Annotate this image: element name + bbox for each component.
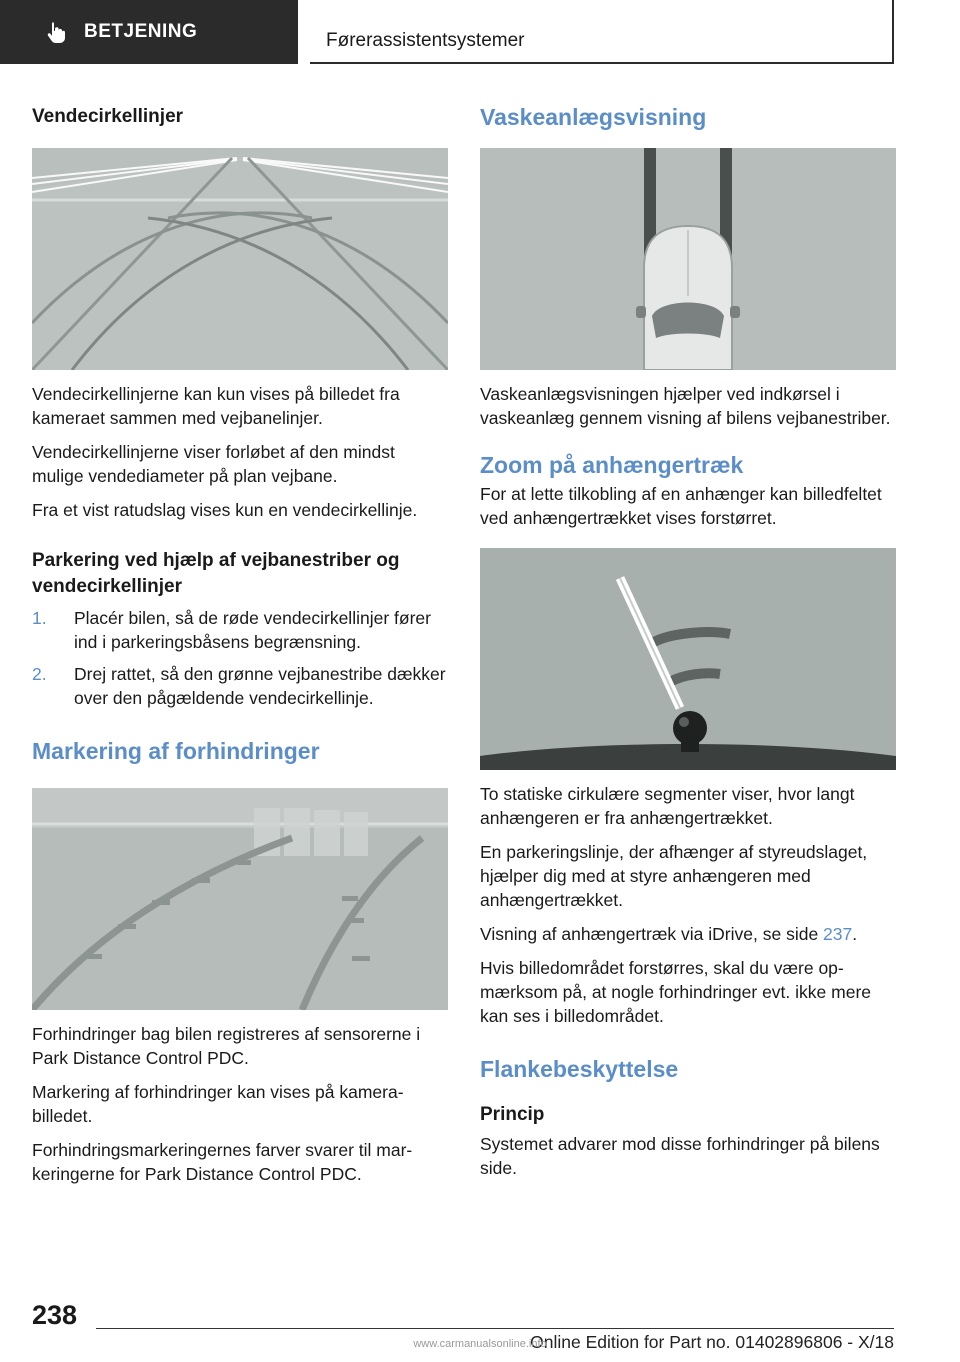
obstacle-paragraph-1: Forhindringer bag bilen registreres af sensorerne i Park Distance Control PDC. xyxy=(32,1024,421,1068)
turning-paragraph-1: Vendecirkellinjerne kan kun vises på billedet fra kameraet sammen med vejbanelinjer. xyxy=(32,384,400,428)
carwash-paragraph: Vaskeanlægsvisningen hjælper ved indkørsel i vaskeanlæg gennem visning af bilens vejbanestriber. xyxy=(480,384,891,428)
principle-paragraph: Systemet advarer mod disse forhindringer på bilens side. xyxy=(480,1134,880,1178)
obstacle-paragraph-3: Forhindringsmarkeringernes farver svarer til markeringerne for Park Distance Control PDC. xyxy=(32,1140,413,1184)
section-tab xyxy=(0,0,298,64)
step-number: 2. xyxy=(32,664,47,684)
zoom-paragraph-5: Hvis billedområdet forstørres, skal du være opmærksom på, at nogle forhindringer evt. ikke mere kan ses i billedområdet. xyxy=(480,958,871,1026)
heading-flank-protection: Flankebeskyttelse xyxy=(480,1056,679,1082)
right-column xyxy=(480,100,896,1180)
zoom-paragraph-4 xyxy=(480,922,896,946)
heading-parking: Parkering ved hjælp af vejbanestriber og vendecirkellinjer xyxy=(32,550,400,597)
section-title: BETJENING xyxy=(84,21,198,42)
heading-principle: Princip xyxy=(480,1104,545,1125)
step-text: Drej rattet, så den grønne vejbanestribe dækker over den pågældende vendecirkellinje. xyxy=(74,664,446,708)
zoom-paragraph-1: For at lette tilkobling af en anhænger kan billedfeltet ved anhængertrækket vises forstørret. xyxy=(480,484,882,528)
reference-text: Visning af anhængertræk via iDrive, se side xyxy=(480,924,824,944)
parking-steps xyxy=(32,606,448,710)
zoom-paragraph-3: En parkeringslinje, der afhænger af styreudslaget, hjælper dig med at styre anhængeren med anhængertrækket. xyxy=(480,842,868,910)
heading-turning-lines: Vendecirkellinjer xyxy=(32,106,184,127)
hand-pointer-icon xyxy=(44,20,68,44)
edition-note: Online Edition for Part no. 01402896806 - X/18 xyxy=(530,1332,894,1352)
heading-obstacles: Markering af forhindringer xyxy=(32,738,320,764)
chapter-title: Førerassistentsystemer xyxy=(326,30,525,51)
turning-circle-figure xyxy=(32,148,448,370)
turning-paragraph-3: Fra et vist ratudslag vises kun en vendecirkellinje. xyxy=(32,500,418,520)
page-number: 238 xyxy=(32,1300,78,1330)
footer-divider xyxy=(96,1328,894,1329)
turning-paragraph-2: Vendecirkellinjerne viser forløbet af den mindst mulige vendediameter på plan vejbane. xyxy=(32,442,395,486)
reference-end: . xyxy=(852,924,858,944)
list-item xyxy=(32,662,448,710)
step-text: Placér bilen, så de røde vendecirkellinjer fører ind i parkeringsbåsens begrænsning. xyxy=(74,608,431,652)
zoom-paragraph-2: To statiske cirkulære segmenter viser, hvor langt anhængeren er fra anhængertrækket. xyxy=(480,784,855,828)
carwash-view-figure xyxy=(480,148,896,370)
heading-zoom: Zoom på anhængertræk xyxy=(480,452,744,478)
list-item xyxy=(32,606,448,654)
obstacle-paragraph-2: Markering af forhindringer kan vises på kamerabilledet. xyxy=(32,1082,404,1126)
chapter-header xyxy=(310,0,894,64)
step-number: 1. xyxy=(32,608,47,628)
left-column xyxy=(32,100,448,1186)
obstacle-marking-figure xyxy=(32,788,448,1010)
heading-carwash: Vaskeanlægsvisning xyxy=(480,104,707,130)
watermark: www.carmanualsonline.info xyxy=(413,1338,547,1350)
page-reference-link[interactable]: 237 xyxy=(823,924,853,944)
trailer-hitch-zoom-figure xyxy=(480,548,896,770)
